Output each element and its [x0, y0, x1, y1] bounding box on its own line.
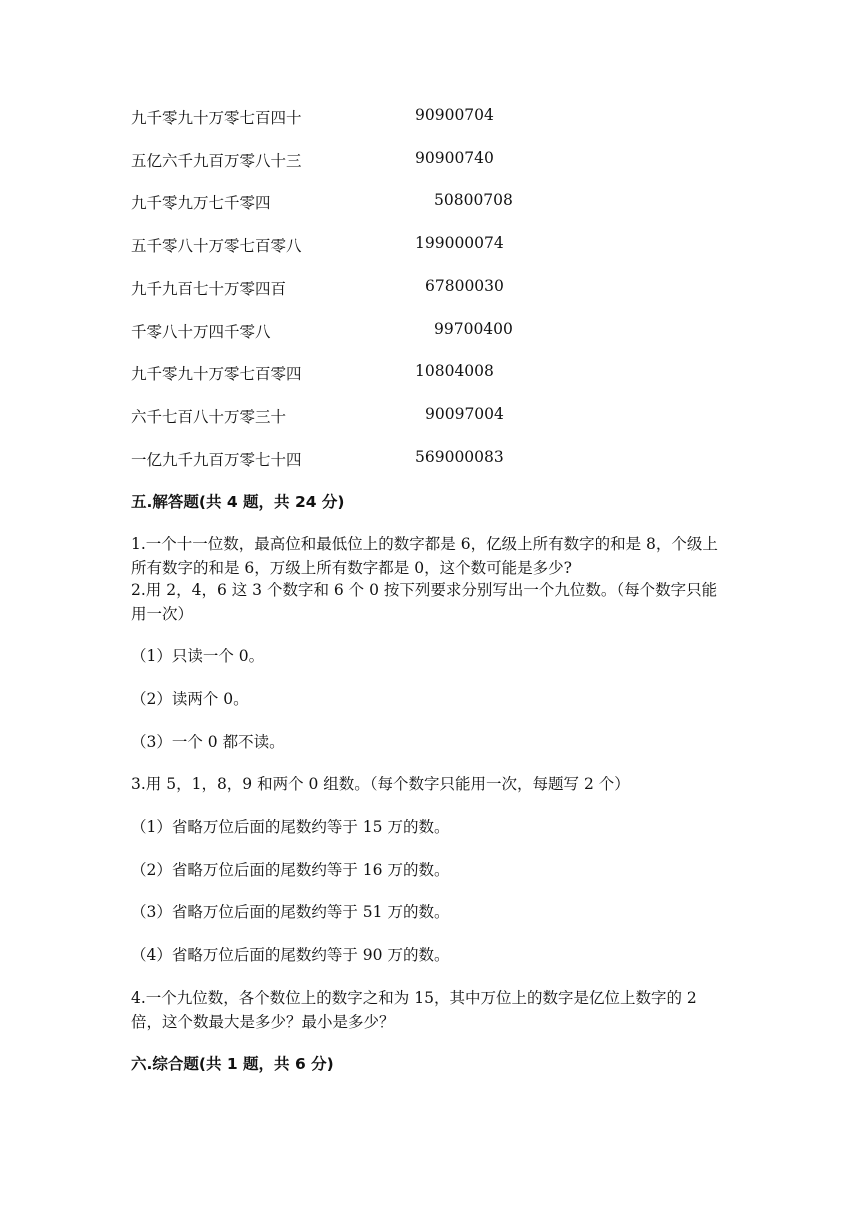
match-left-9: 一亿九千九百万零七十四 [131, 451, 302, 469]
match-right-8: 90097004 [425, 405, 504, 423]
match-left-1: 九千零九十万零七百四十 [131, 109, 302, 127]
section-6-heading: 六.综合题(共 1 题，共 6 分) [131, 1055, 334, 1073]
section-5-heading: 五.解答题(共 4 题，共 24 分) [131, 493, 345, 511]
match-right-2: 90900740 [415, 149, 494, 167]
match-left-7: 九千零九十万零七百零四 [131, 365, 302, 383]
match-right-3: 50800708 [434, 191, 513, 209]
question-3-sub-2: （2）省略万位后面的尾数约等于 16 万的数。 [131, 861, 450, 879]
question-4: 4.一个九位数，各个数位上的数字之和为 15，其中万位上的数字是亿位上数字的 2 倍，这个数最大是多少？最小是多少？ [131, 989, 697, 1031]
match-left-8: 六千七百八十万零三十 [131, 408, 287, 426]
match-right-7: 10804008 [415, 362, 494, 380]
match-right-6: 99700400 [434, 320, 513, 338]
question-2: 2.用 2，4，6 这 3 个数字和 6 个 0 按下列要求分别写出一个九位数。（每个数字只能用一次） [131, 581, 718, 623]
match-right-4: 199000074 [415, 234, 504, 252]
match-left-5: 九千九百七十万零四百 [131, 280, 287, 298]
question-3-sub-3: （3）省略万位后面的尾数约等于 51 万的数。 [131, 903, 450, 921]
question-2-sub-1: （1）只读一个 0。 [131, 647, 265, 665]
match-right-5: 67800030 [425, 277, 504, 295]
match-right-9: 569000083 [415, 448, 504, 466]
question-1: 1.一个十一位数，最高位和最低位上的数字都是 6，亿级上所有数字的和是 8，个级上所有数字的和是 6，万级上所有数字都是 0，这个数可能是多少? [131, 535, 718, 577]
question-3: 3.用 5，1，8，9 和两个 0 组数。（每个数字只能用一次，每题写 2 个） [131, 775, 630, 793]
match-left-4: 五千零八十万零七百零八 [131, 237, 302, 255]
question-3-sub-1: （1）省略万位后面的尾数约等于 15 万的数。 [131, 818, 450, 836]
match-left-2: 五亿六千九百万零八十三 [131, 152, 302, 170]
question-3-sub-4: （4）省略万位后面的尾数约等于 90 万的数。 [131, 946, 450, 964]
question-2-sub-3: （3）一个 0 都不读。 [131, 733, 285, 751]
match-right-1: 90900704 [415, 106, 494, 124]
question-2-sub-2: （2）读两个 0。 [131, 690, 249, 708]
match-left-3: 九千零九万七千零四 [131, 194, 271, 212]
match-left-6: 千零八十万四千零八 [131, 323, 271, 341]
